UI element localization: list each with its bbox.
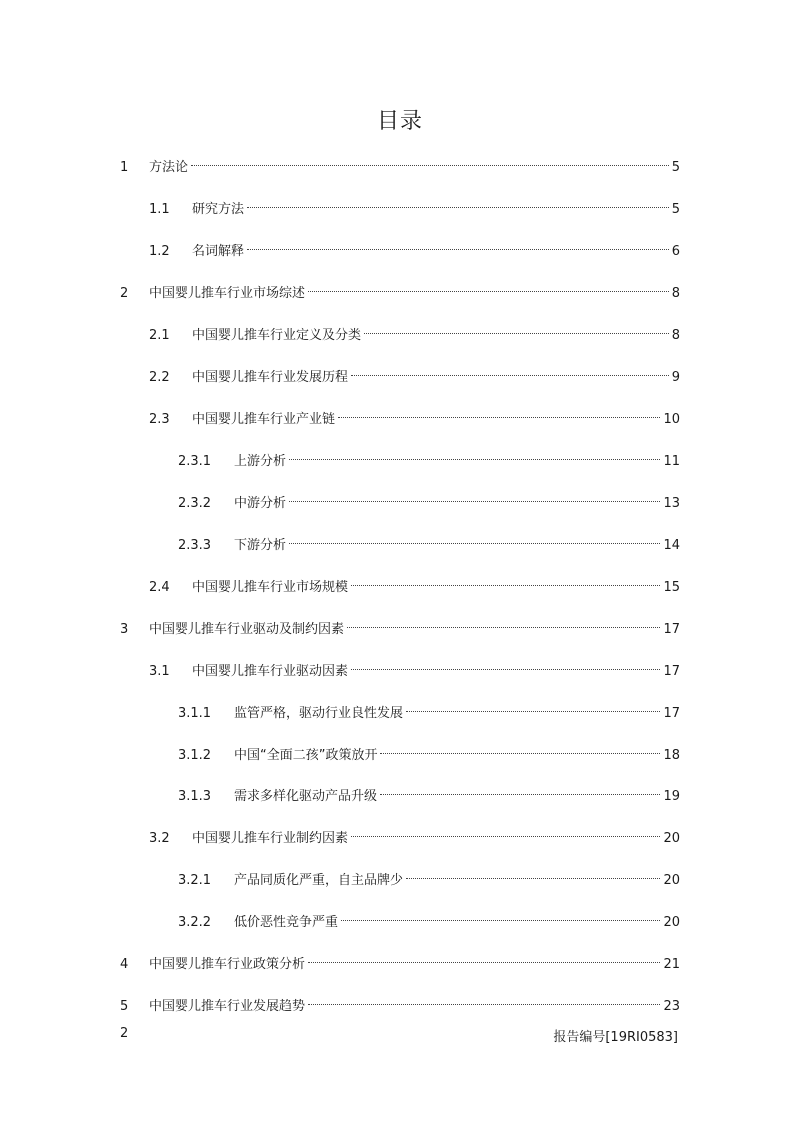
toc-entry-page: 17 [663,664,680,679]
toc-entry[interactable] [120,989,680,1014]
toc-entry[interactable] [149,192,680,217]
toc-entry-label: 中国婴儿推车行业定义及分类 [192,328,362,343]
toc-leader [351,649,660,670]
toc-entry-number: 3.1 [149,664,170,679]
toc-entry-page: 20 [663,873,680,888]
toc-entry-number: 3.1.1 [178,706,212,721]
toc-entry-page: 20 [663,831,680,846]
toc-entry-number: 2.3.1 [178,454,212,469]
toc-entry[interactable] [178,528,680,553]
toc-entry-page: 10 [663,412,680,427]
toc-entry-number: 3.1.3 [178,789,212,804]
toc-entry-number: 3 [120,622,129,637]
toc-leader [380,733,660,754]
toc-leader [406,691,660,712]
toc-entry[interactable] [149,234,680,259]
toc-entry-page: 11 [663,454,680,469]
toc-leader [308,942,660,963]
toc-entry-label: 中国“全面二孩”政策放开 [234,748,378,763]
toc-entry-page: 9 [671,370,680,385]
toc-leader [380,774,660,795]
toc-entry-label: 方法论 [149,160,189,175]
toc-entry-number: 2.4 [149,580,170,595]
toc-entry[interactable] [178,738,680,763]
toc-entry[interactable] [178,779,680,804]
toc-entry-page: 14 [663,538,680,553]
toc-entry-number: 3.2 [149,831,170,846]
toc-leader [308,271,669,292]
toc-entry[interactable] [178,905,680,930]
toc-entry[interactable] [178,696,680,721]
toc-entry-page: 23 [663,999,680,1014]
toc-entry-number: 2.3.2 [178,496,212,511]
toc-entry-label: 中国婴儿推车行业发展历程 [192,370,349,385]
toc-leader [289,481,660,502]
toc-entry-label: 中国婴儿推车行业市场规模 [192,580,349,595]
toc-leader [406,858,660,879]
toc-leader [308,984,660,1005]
toc-entry-number: 2 [120,286,129,301]
toc-entry-number: 3.2.2 [178,915,212,930]
toc-entry-number: 5 [120,999,129,1014]
toc-entry[interactable] [178,444,680,469]
toc-entry-number: 4 [120,957,129,972]
toc-entry-number: 3.1.2 [178,748,212,763]
toc-entry-number: 2.3.3 [178,538,212,553]
toc-leader [347,607,660,628]
toc-entry-number: 2.1 [149,328,170,343]
toc-entry-label: 监管严格，驱动行业良性发展 [234,706,404,721]
toc-leader [341,900,660,921]
toc-entry[interactable] [120,947,680,972]
toc-entry-label: 低价恶性竞争严重 [234,915,339,930]
toc-entry-label: 下游分析 [234,538,287,553]
toc-leader [247,187,669,208]
toc-entry[interactable] [120,150,680,175]
toc-entry-label: 中国婴儿推车行业驱动及制约因素 [149,622,345,637]
toc-entry-page: 6 [671,244,680,259]
toc-entry-page: 8 [671,286,680,301]
toc-entry-number: 1.2 [149,244,170,259]
toc-entry-label: 研究方法 [192,202,245,217]
toc-leader [191,145,669,166]
toc-leader [338,397,660,418]
toc-entry[interactable] [149,402,680,427]
toc-entry-label: 中游分析 [234,496,287,511]
toc-entry-label: 中国婴儿推车行业产业链 [192,412,336,427]
toc-entry-label: 中国婴儿推车行业制约因素 [192,831,349,846]
toc-entry-page: 5 [671,160,680,175]
toc-entry-label: 中国婴儿推车行业市场综述 [149,286,306,301]
toc-entry-label: 名词解释 [192,244,245,259]
toc-entry-label: 中国婴儿推车行业驱动因素 [192,664,349,679]
toc-entry-label: 中国婴儿推车行业政策分析 [149,957,306,972]
toc-leader [364,313,669,334]
toc-entry[interactable] [149,821,680,846]
toc-entry-label: 中国婴儿推车行业发展趋势 [149,999,306,1014]
toc-entry-number: 2.3 [149,412,170,427]
toc-entry-page: 18 [663,748,680,763]
toc-entry[interactable] [149,654,680,679]
page-title: 目录 [376,109,423,134]
toc-entry-page: 21 [663,957,680,972]
toc-entry[interactable] [149,318,680,343]
toc-entry-page: 17 [663,622,680,637]
toc-leader [289,523,660,544]
toc-entry-label: 产品同质化严重，自主品牌少 [234,873,404,888]
footer-page-number: 2 [120,1026,129,1041]
toc-entry[interactable] [120,276,680,301]
toc-leader [247,229,669,250]
toc-entry-page: 5 [671,202,680,217]
toc-entry-number: 2.2 [149,370,170,385]
toc-leader [289,439,660,460]
toc-entry-number: 1.1 [149,202,170,217]
toc-entry[interactable] [178,863,680,888]
toc-entry[interactable] [178,486,680,511]
toc-leader [351,816,660,837]
toc-entry-page: 20 [663,915,680,930]
toc-entry[interactable] [120,612,680,637]
toc-leader [351,355,669,376]
toc-entry-number: 1 [120,160,129,175]
toc-entry-label: 需求多样化驱动产品升级 [234,789,378,804]
toc-entry-page: 15 [663,580,680,595]
toc-entry[interactable] [149,360,680,385]
toc-entry-number: 3.2.1 [178,873,212,888]
toc-entry-page: 19 [663,789,680,804]
toc-entry-page: 17 [663,706,680,721]
toc-entry-label: 上游分析 [234,454,287,469]
toc-entry-page: 8 [671,328,680,343]
toc-entry[interactable] [149,570,680,595]
toc-leader [351,565,660,586]
toc-entry-page: 13 [663,496,680,511]
footer-report-id: 报告编号[19RI0583] [553,1030,678,1045]
